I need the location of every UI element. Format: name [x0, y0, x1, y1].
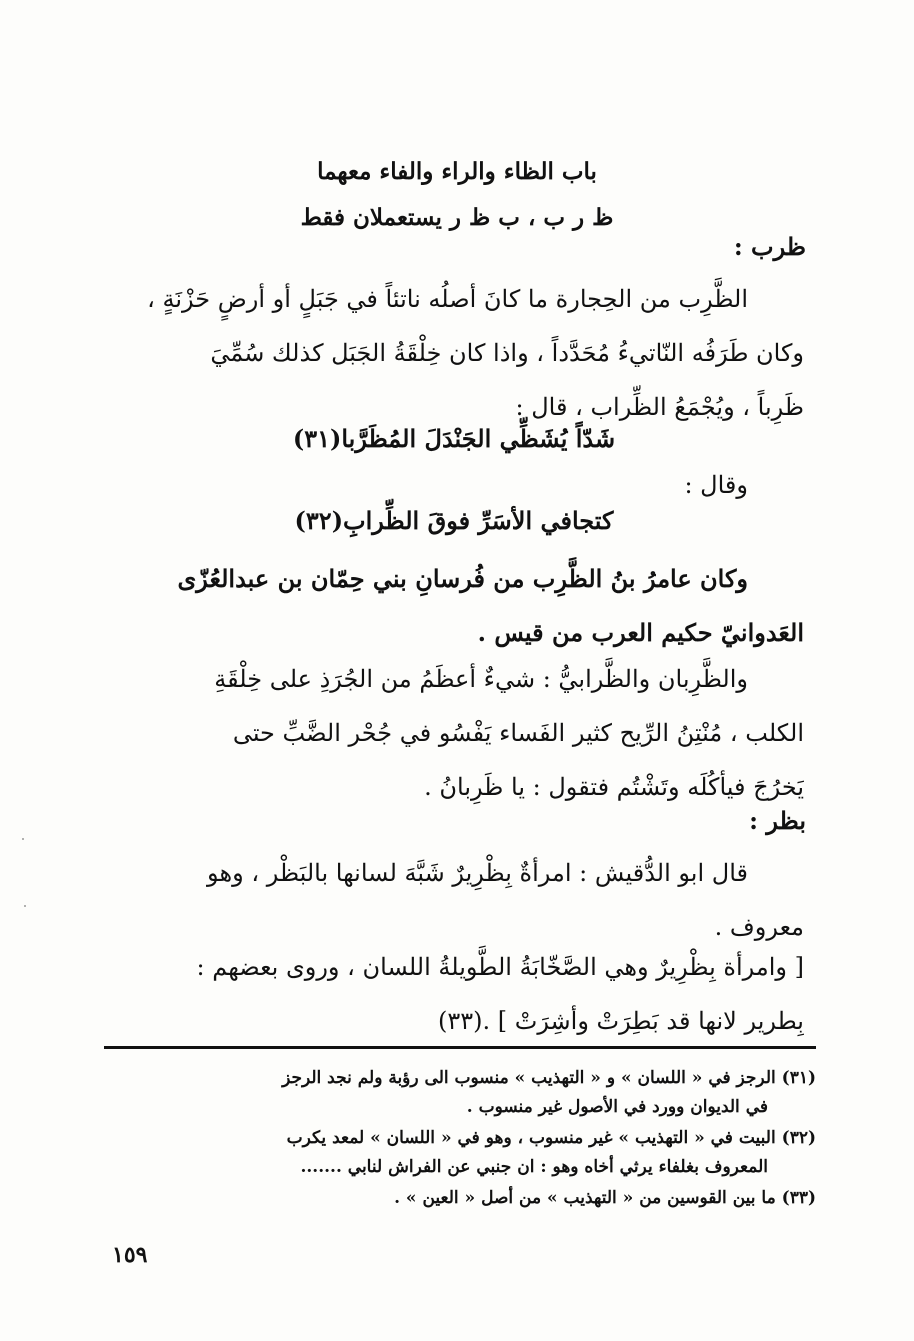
footnote-line: المعروف بغلفاء يرثي أخاه وهو : ان جنبي عن الفراش لنابي ....... [300, 1157, 768, 1177]
paragraph [104, 552, 804, 660]
chapter-title: باب الظاء والراء والفاء معهما [317, 158, 597, 185]
text-line: الظَّرِب من الحِجارة ما كانَ أصلُه ناتئاً في جَبَلٍ أو أرضٍ حَزْنَةٍ ، [147, 285, 748, 313]
scan-speck [22, 838, 24, 840]
footnote-text: الرجز في « اللسان » و « التهذيب » منسوب الى رؤبة ولم نجد الرجز [282, 1068, 776, 1088]
footnote-divider [104, 1046, 816, 1049]
paragraph [104, 652, 804, 814]
text-line: وكان عامرُ بنُ الظَّرِب من فُرسانِ بني حِمّان بن عبدالعُزّى [177, 564, 748, 593]
footnote-number: (٣١) [781, 1068, 816, 1088]
footnote-line [104, 1124, 816, 1153]
page-number: ١٥٩ [112, 1242, 148, 1268]
footnote [104, 1064, 816, 1122]
paragraph [104, 846, 804, 954]
footnote-line: في الديوان وورد في الأصول غير منسوب . [466, 1097, 768, 1117]
footnote-line [104, 1184, 816, 1213]
paragraph [104, 272, 804, 434]
text-line: العَدوانيّ حكيم العرب من قيس . [477, 618, 804, 647]
footnote [104, 1184, 816, 1213]
text-line: يَخرُجَ فيأكُلَه وتَشْتُم فتقول : يا ظَرِبانُ . [424, 773, 804, 801]
scan-speck [24, 905, 26, 907]
text-line: بِطرير لانها قد بَطِرَتْ وأشِرَتْ ] .(٣٣) [437, 1007, 804, 1035]
footnote [104, 1124, 816, 1182]
footnote-number: (٣٣) [781, 1188, 816, 1208]
text-line: وكان طَرَفُه النّاتيءُ مُحَدَّداً ، واذا كان خِلْقَةُ الجَبَل كذلك سُمِّيَ [210, 339, 804, 367]
footnote-number: (٣٢) [781, 1128, 816, 1148]
verse-line: كتجافي الأسَرِّ فوقَ الظِّرابِ(٣٢) [294, 506, 614, 535]
text-line: قال ابو الدُّقيش : امرأةٌ بِظْرِيرٌ شَبَّهَ لسانها بالبَظْر ، وهو [207, 859, 748, 887]
text-line: وقال : [684, 471, 748, 499]
text-line: معروف . [714, 913, 804, 941]
chapter-subtitle: ظ ر ب ، ب ظ ر يستعملان فقط [300, 204, 614, 231]
entry-headword: بظر : [749, 806, 806, 835]
text-line: [ وامرأة بِظْرِيرٌ وهي الصَّخّابَةُ الطَّويلةُ اللسان ، وروى بعضهم : [196, 953, 804, 981]
text-line: الكلب ، مُنْتِنُ الرِّيح كثير الفَساء يَفْسُو في جُحْر الضَّبِّ حتى [232, 719, 804, 747]
verse-line: شَدّاً يُشَظِّي الجَنْدَلَ المُظَرَّبا(٣١) [292, 424, 616, 453]
paragraph [104, 940, 804, 1048]
footnote-text: ما بين القوسين من « التهذيب » من أصل « العين » . [394, 1188, 776, 1208]
text-line: ظَرِباً ، ويُجْمَعُ الظِّراب ، قال : [515, 393, 804, 421]
footnote-line [104, 1064, 816, 1093]
text-line: والظَّرِبان والظَّرابيُّ : شيءٌ أعظَمُ من الجُرَذِ على خِلْقَةِ [214, 665, 748, 693]
footnote-text: البيت في « التهذيب » غير منسوب ، وهو في « اللسان » لمعد يكرب [286, 1128, 776, 1148]
entry-headword: ظرب : [733, 232, 806, 261]
paragraph [104, 458, 804, 512]
